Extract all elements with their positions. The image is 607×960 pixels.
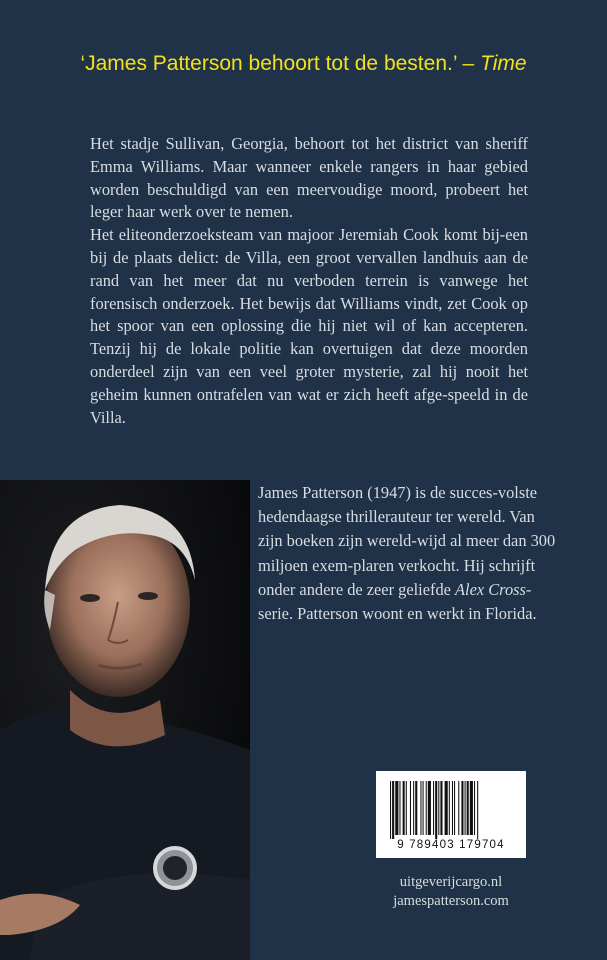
synopsis (90, 133, 528, 429)
author-bio (258, 481, 558, 626)
barcode-bars (376, 771, 526, 841)
author-website: jamespatterson.com (393, 893, 509, 909)
review-quote (0, 52, 607, 76)
bio-text-before: James Patterson (1947) is de succes-volste hedendaagse thrillerauteur ter wereld. Van zijn boeken zijn wereld-wijd al meer dan 300 miljoen exem-plaren verkocht. Hij schrijft onder andere de zeer geliefde (258, 483, 556, 599)
synopsis-paragraph: Het stadje Sullivan, Georgia, behoort tot het district van sheriff Emma Williams. Maar wanneer enkele rangers in haar gebied worden beschuldigd van een meervoudige moord, probeert het leger haar werk over te nemen. (90, 134, 528, 222)
quote-attribution: Time (480, 52, 527, 75)
quote-text: ‘James Patterson behoort tot de besten.’ – (80, 52, 481, 75)
publisher-website: uitgeverijcargo.nl (399, 874, 503, 890)
barcode-digits: 9 789403 179704 (397, 839, 505, 851)
author-photo (0, 480, 250, 960)
bio-text-after: -serie. Patterson woont en werkt in Florida. (258, 579, 537, 624)
synopsis-paragraph: Het eliteonderzoeksteam van majoor Jeremiah Cook komt bij-een bij de plaats delict: de Villa, een groot vervallen landhuis aan de rand van het meer dat nu verboden terrein is vanwege het forensisch onderzoek. Het bewijs dat Williams vindt, zet Cook op het spoor van een oplossing die hij niet wil of kan accepteren. Tenzij hij de lokale politie kan overtuigen dat deze moorden onderdeel zijn van een veel groter mysterie, zal hij nooit het geheim kunnen ontrafelen van wat er zich heeft afge-speeld in de Villa. (90, 225, 528, 427)
bio-paragraph (258, 481, 558, 626)
bio-series-title: Alex Cross (455, 579, 526, 599)
isbn-barcode (376, 771, 526, 858)
